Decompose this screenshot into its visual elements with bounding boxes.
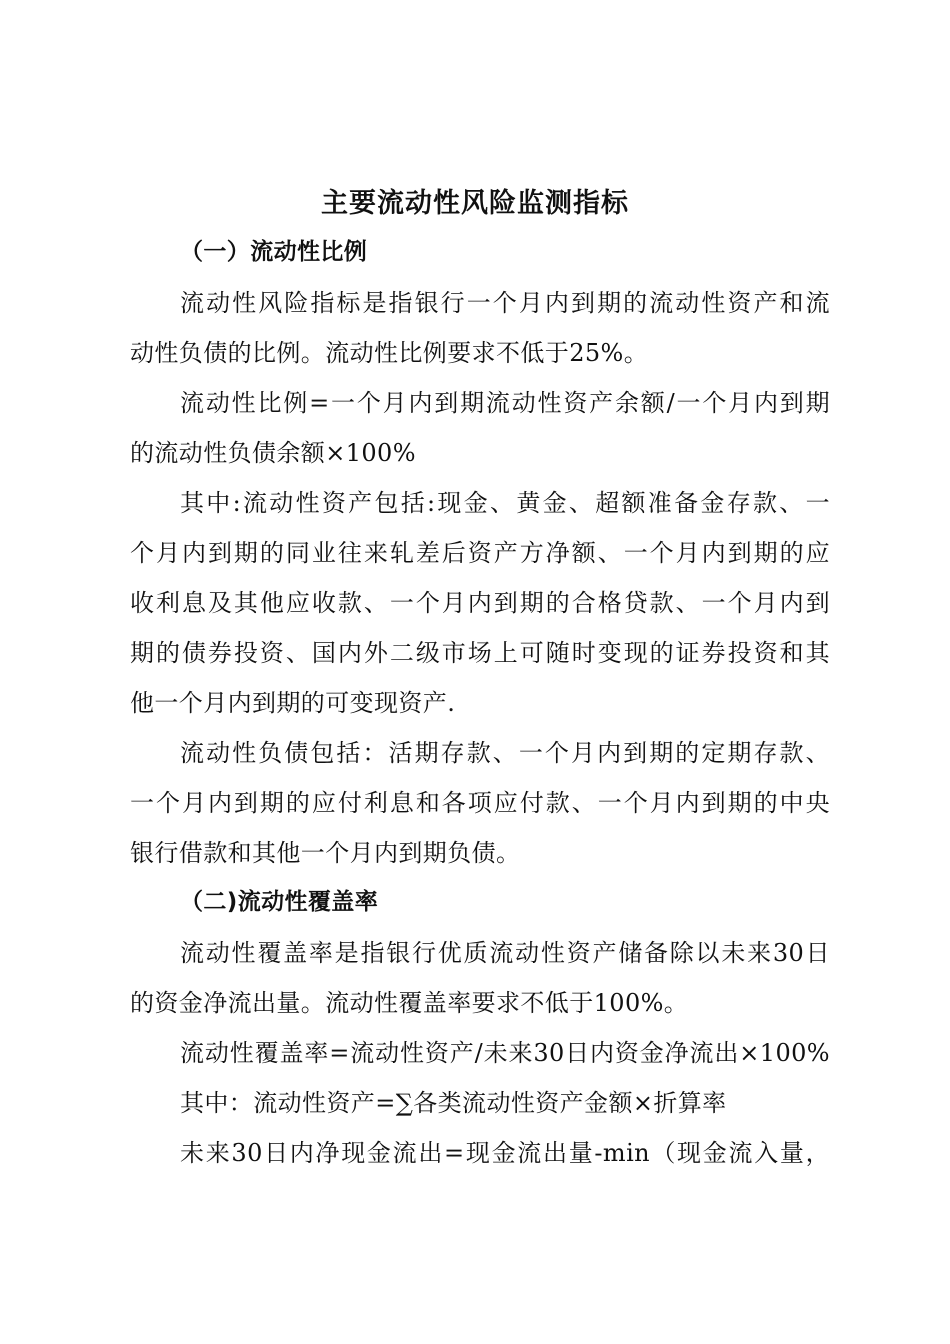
paragraph-line: 动性负债的比例。流动性比例要求不低于25%。 — [130, 339, 649, 367]
formula-line: 流动性覆盖率=流动性资产/未来30日内资金净流出×100% — [180, 1039, 830, 1067]
paragraph-line: 其中:流动性资产包括:现金、黄金、超额准备金存款、一 — [180, 489, 830, 517]
paragraph-line: 银行借款和其他一个月内到期负债。 — [130, 839, 521, 867]
section-heading-liquidity-ratio: （一）流动性比例 — [180, 239, 368, 265]
paragraph-line: 他一个月内到期的可变现资产. — [130, 689, 456, 717]
paragraph-line: 一个月内到期的应付利息和各项应付款、一个月内到期的中央 — [130, 789, 830, 817]
paragraph-line: 收利息及其他应收款、一个月内到期的合格贷款、一个月内到 — [130, 589, 830, 617]
formula-line: 其中：流动性资产=∑各类流动性资产金额×折算率 — [180, 1089, 727, 1117]
formula-line: 的流动性负债余额×100% — [130, 439, 416, 467]
document-title: 主要流动性风险监测指标 — [321, 188, 629, 219]
section-heading-liquidity-coverage: （二)流动性覆盖率 — [180, 889, 379, 915]
paragraph-line: 流动性覆盖率是指银行优质流动性资产储备除以未来30日 — [180, 939, 830, 967]
paragraph-line: 的资金净流出量。流动性覆盖率要求不低于100%。 — [130, 989, 689, 1017]
paragraph-line: 期的债券投资、国内外二级市场上可随时变现的证券投资和其 — [130, 639, 830, 667]
paragraph-line: 流动性负债包括：活期存款、一个月内到期的定期存款、 — [180, 739, 830, 767]
formula-line: 未来30日内净现金流出=现金流出量-min（现金流入量， — [180, 1139, 830, 1167]
formula-line: 流动性比例=一个月内到期流动性资产余额/一个月内到期 — [180, 389, 830, 417]
paragraph-line: 流动性风险指标是指银行一个月内到期的流动性资产和流 — [180, 289, 830, 317]
paragraph-line: 个月内到期的同业往来轧差后资产方净额、一个月内到期的应 — [130, 539, 830, 567]
